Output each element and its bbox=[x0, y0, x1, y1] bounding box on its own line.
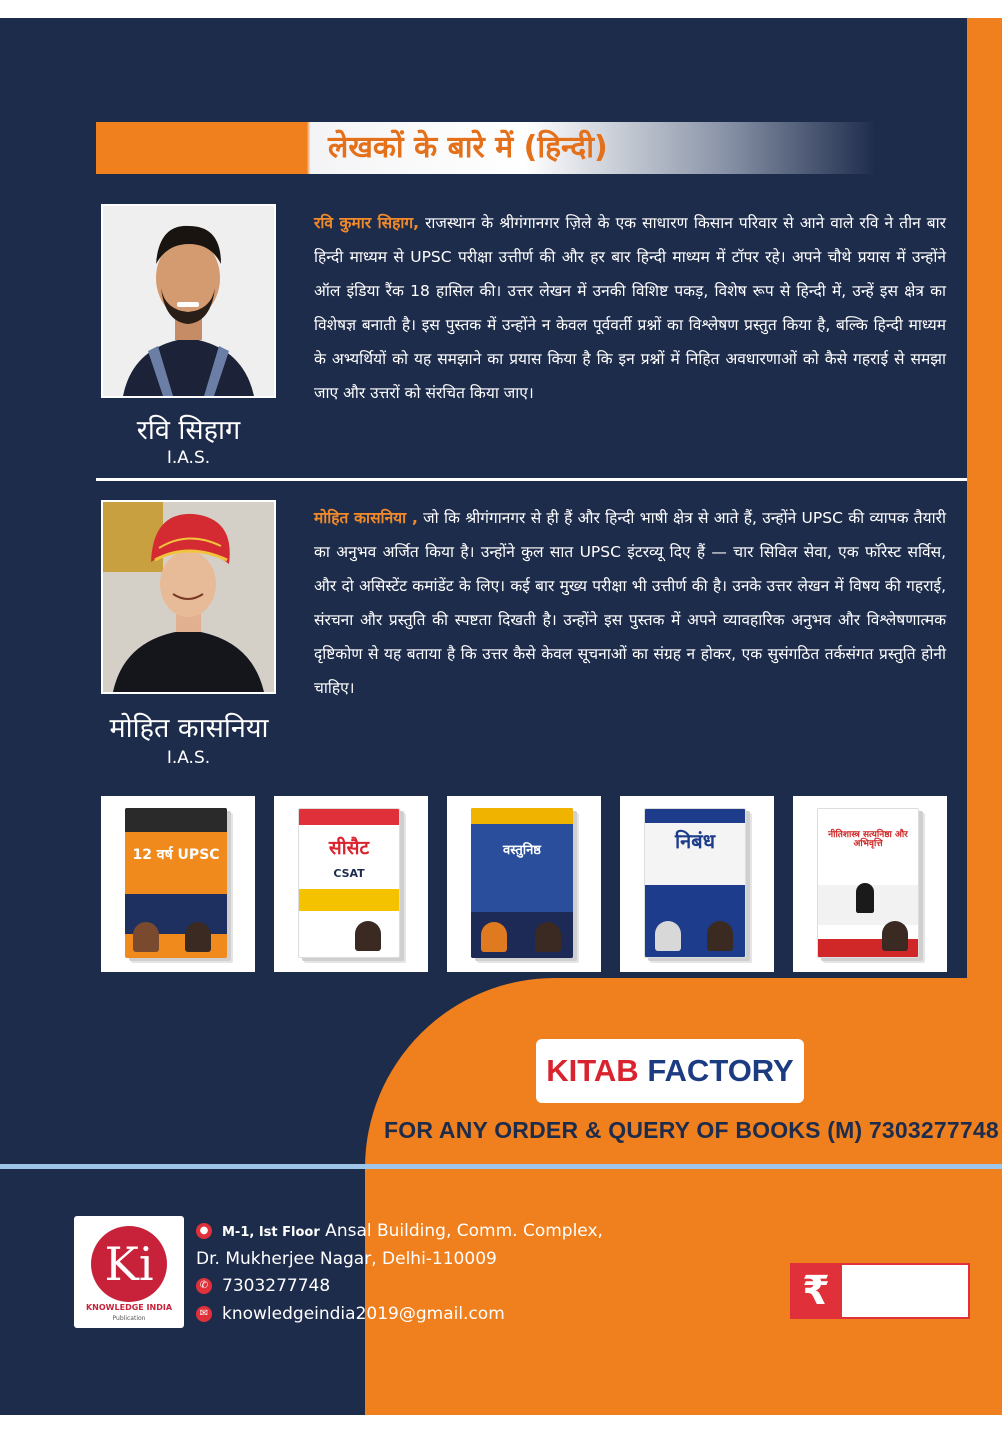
section-divider bbox=[96, 478, 967, 481]
phone-line: ✆ 7303277748 bbox=[196, 1275, 330, 1297]
email-line: ✉ knowledgeindia2019@gmail.com bbox=[196, 1303, 505, 1325]
person-portrait-icon bbox=[103, 206, 274, 396]
rupee-icon: ₹ bbox=[790, 1263, 842, 1319]
book-tile-3[interactable] bbox=[447, 796, 601, 972]
address-line-2: Dr. Mukherjee Nagar, Delhi-110009 bbox=[196, 1249, 497, 1269]
order-query-line: FOR ANY ORDER & QUERY OF BOOKS (M) 7303277748 bbox=[384, 1117, 999, 1143]
location-icon: ● bbox=[196, 1223, 212, 1239]
author-title-mohit: I.A.S. bbox=[166, 748, 211, 768]
person-portrait-icon bbox=[103, 502, 274, 692]
phone-icon: ✆ bbox=[196, 1278, 212, 1294]
logo-tagline: Publication bbox=[112, 1315, 146, 1322]
price-box bbox=[790, 1263, 970, 1319]
author-name-mohit: मोहित कासनिया bbox=[109, 713, 269, 744]
address-line-1: ● M-1, Ist Floor Ansal Building, Comm. Complex, bbox=[196, 1220, 603, 1244]
book-sub-2: CSAT bbox=[333, 867, 365, 880]
bio-lead-ravi: रवि कुमार सिहाग, bbox=[314, 214, 419, 232]
book-tile-4[interactable] bbox=[620, 796, 774, 972]
book-cover-3 bbox=[471, 808, 573, 958]
knowledge-india-logo-icon: Ki bbox=[91, 1226, 167, 1302]
bio-text-ravi: राजस्थान के श्रीगंगानगर ज़िले के एक साधारण किसान परिवार से आने वाले रवि ने तीन बार हिन्दी माध्यम से UPSC परीक्षा उत्तीर्ण की और हर बार हिन्दी माध्यम में टॉपर रहे। अपने चौथे प्रयास में उन्होंने ऑल इंडिया रैंक 18 हासिल की। उत्तर लेखन में उनकी विशिष्ट पकड़, विशेष रूप से हिन्दी में, उन्हें इस क्षेत्र का विशेषज्ञ बनाती है। इस पुस्तक में उन्होंने न केवल पूर्ववर्ती प्रश्नों का विश्लेषण प्रस्तुत किया है, बल्कि हिन्दी माध्यम के अभ्यर्थियों को यह समझाने का प्रयास किया है कि इन प्रश्नों में निहित अवधारणाओं को कैसे गहराई से समझा जाए और उत्तरों को संरचित किया जाए। bbox=[314, 214, 946, 402]
logo-name: KNOWLEDGE INDIA bbox=[85, 1303, 173, 1312]
book-tile-2[interactable] bbox=[274, 796, 428, 972]
kitab-factory-logo bbox=[536, 1039, 804, 1103]
email-icon: ✉ bbox=[196, 1306, 212, 1322]
cover-background bbox=[0, 18, 1002, 1415]
books-row bbox=[101, 796, 947, 972]
bio-lead-mohit: मोहित कासनिया , bbox=[314, 509, 418, 527]
book-cover-2 bbox=[298, 808, 400, 958]
book-title-4: निबंध bbox=[675, 829, 715, 853]
bio-text-mohit: जो कि श्रीगंगानगर से ही हैं और हिन्दी भाषी क्षेत्र से आते हैं, उन्होंने UPSC की व्यापक तैयारी का अनुभव अर्जित किया है। उन्होंने कुल सात UPSC इंटरव्यू दिए हैं — चार सिविल सेवा, एक फॉरेस्ट सर्विस, और दो असिस्टेंट कमांडेंट के लिए। कई बार मुख्य परीक्षा भी उत्तीर्ण की है। उनके उत्तर लेखन में विषय की गहराई, संरचना और प्रस्तुति की स्पष्टता दिखती है। उन्होंने इस पुस्तक में अपने व्यावहारिक अनुभव और विश्लेषणात्मक दृष्टिकोण से यह बताया है कि उत्तर कैसे केवल सूचनाओं का संग्रह न होकर, एक सुसंगठित तर्कसंगत प्रस्तुति होनी चाहिए। bbox=[314, 509, 946, 697]
book-title-5: नीतिशास्त्र सत्यनिष्ठा और अभिवृत्ति bbox=[828, 830, 908, 850]
book-title-1: 12 वर्ष UPSC bbox=[132, 847, 220, 863]
brand-factory: FACTORY bbox=[647, 1053, 794, 1088]
book-title-2: सीसैट bbox=[328, 837, 370, 859]
author-photo-mohit bbox=[101, 500, 276, 694]
book-title-3: वस्तुनिष्ठ bbox=[503, 843, 541, 858]
author-photo-ravi bbox=[101, 204, 276, 398]
author-name-ravi: रवि सिहाग bbox=[136, 415, 241, 446]
author-bio-ravi bbox=[314, 206, 946, 410]
page-title: लेखकों के बारे में (हिन्दी) bbox=[328, 130, 608, 165]
book-cover-4 bbox=[644, 808, 746, 958]
book-cover-1 bbox=[125, 808, 227, 958]
book-tile-1[interactable] bbox=[101, 796, 255, 972]
book-cover-5 bbox=[817, 808, 919, 958]
book-tile-5[interactable] bbox=[793, 796, 947, 972]
brand-kitab: KITAB bbox=[546, 1053, 639, 1088]
publisher-logo bbox=[74, 1216, 184, 1328]
author-title-ravi: I.A.S. bbox=[166, 448, 211, 468]
author-bio-mohit bbox=[314, 501, 946, 705]
footer-divider bbox=[0, 1164, 1002, 1169]
